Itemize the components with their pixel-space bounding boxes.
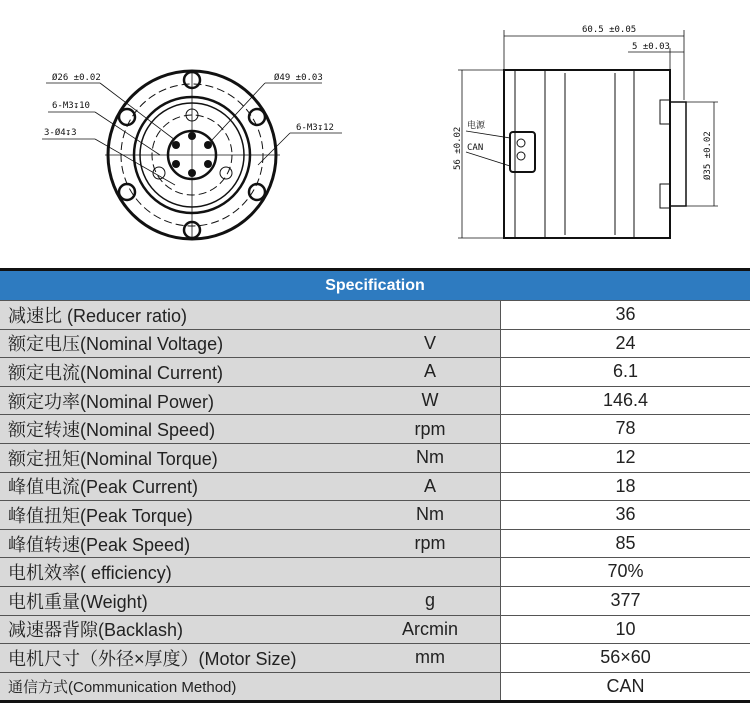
- spec-unit: g: [424, 590, 435, 611]
- spec-value: 70%: [607, 561, 644, 582]
- svg-text:Ø49 ±0.03: Ø49 ±0.03: [274, 73, 323, 83]
- spec-unit: A: [423, 475, 436, 496]
- spec-value: CAN: [606, 675, 645, 696]
- spec-label-cell: [0, 558, 501, 586]
- svg-text:5 ±0.03: 5 ±0.03: [632, 42, 670, 52]
- spec-label-cell: [0, 673, 501, 701]
- table-row: [0, 643, 750, 672]
- spec-name: 电机重量(Weight): [8, 591, 148, 612]
- svg-text:Ø35 ±0.02: Ø35 ±0.02: [703, 131, 713, 180]
- spec-name: 峰值转速(Peak Speed): [8, 534, 191, 555]
- front-view: [42, 70, 342, 240]
- table-row: [0, 357, 750, 386]
- table-row: [0, 500, 750, 529]
- spec-label-cell: [0, 444, 501, 472]
- svg-text:3-Ø4↧3: 3-Ø4↧3: [44, 128, 77, 138]
- spec-value: 6.1: [612, 361, 639, 382]
- spec-value: 85: [615, 532, 636, 553]
- spec-name: 额定电压(Nominal Voltage): [8, 334, 224, 355]
- spec-label-cell: [0, 530, 501, 558]
- spec-name: 额定扭矩(Nominal Torque): [8, 448, 218, 469]
- spec-name: 额定电流(Nominal Current): [8, 362, 224, 383]
- table-row: [0, 615, 750, 644]
- spec-label-cell: [0, 501, 501, 529]
- spec-label-cell: [0, 330, 501, 358]
- spec-label-cell: [0, 387, 501, 415]
- spec-unit: A: [423, 361, 436, 382]
- spec-name: 峰值扭矩(Peak Torque): [8, 505, 193, 526]
- spec-unit: rpm: [414, 418, 446, 439]
- spec-value: 24: [615, 332, 636, 353]
- spec-name: 电机效率( efficiency): [8, 563, 172, 584]
- table-row: [0, 529, 750, 558]
- spec-value: 36: [615, 304, 636, 324]
- spec-name: 峰值电流(Peak Current): [8, 477, 199, 498]
- table-row: [0, 386, 750, 415]
- spec-name: 电机尺寸（外径×厚度）(Motor Size): [8, 648, 297, 669]
- motor-technical-drawing: [0, 0, 750, 262]
- spec-name: 减速器背隙(Backlash): [8, 620, 184, 641]
- spec-unit: Arcmin: [401, 618, 458, 639]
- spec-unit: Nm: [416, 504, 444, 525]
- spec-value: 18: [615, 475, 636, 496]
- spec-label-cell: [0, 644, 501, 672]
- table-row: [0, 414, 750, 443]
- svg-text:56 ±0.02: 56 ±0.02: [453, 126, 463, 170]
- table-row: [0, 672, 750, 701]
- svg-text:CAN: CAN: [467, 143, 484, 153]
- spec-name: 额定功率(Nominal Power): [8, 391, 215, 412]
- spec-value: 56×60: [600, 647, 651, 668]
- spec-name: 通信方式(Communication Method): [8, 679, 237, 697]
- spec-unit: V: [423, 332, 436, 353]
- spec-name: 额定转速(Nominal Speed): [8, 420, 216, 441]
- table-row: [0, 300, 750, 329]
- table-header: Specification: [0, 271, 750, 300]
- spec-label-cell: [0, 301, 501, 329]
- spec-label-cell: [0, 587, 501, 615]
- svg-text:60.5 ±0.05: 60.5 ±0.05: [582, 25, 637, 35]
- table-row: [0, 586, 750, 615]
- svg-text:6-M3↧12: 6-M3↧12: [296, 123, 334, 133]
- spec-label-cell: [0, 473, 501, 501]
- spec-value: 78: [615, 418, 636, 439]
- spec-value: 12: [615, 446, 636, 467]
- spec-label-cell: [0, 358, 501, 386]
- spec-unit: W: [421, 390, 439, 411]
- spec-value: 36: [615, 504, 636, 525]
- svg-text:电源: 电源: [467, 121, 486, 131]
- table-row: [0, 443, 750, 472]
- spec-value: 146.4: [602, 389, 649, 410]
- spec-value: 377: [610, 589, 641, 610]
- front-view-labels: [44, 72, 334, 138]
- table-row: [0, 329, 750, 358]
- spec-label-cell: [0, 415, 501, 443]
- specification-table: [0, 268, 750, 703]
- svg-text:6-M3↧10: 6-M3↧10: [52, 101, 90, 111]
- spec-unit: mm: [415, 647, 445, 668]
- spec-name: 减速比 (Reducer ratio): [8, 305, 188, 326]
- spec-unit: Nm: [416, 447, 444, 468]
- spec-unit: rpm: [414, 533, 446, 554]
- table-row: [0, 557, 750, 586]
- spec-label-cell: [0, 616, 501, 644]
- table-row: [0, 472, 750, 501]
- side-view: [458, 30, 718, 238]
- svg-text:Ø26 ±0.02: Ø26 ±0.02: [52, 73, 101, 83]
- spec-value: 10: [615, 618, 636, 639]
